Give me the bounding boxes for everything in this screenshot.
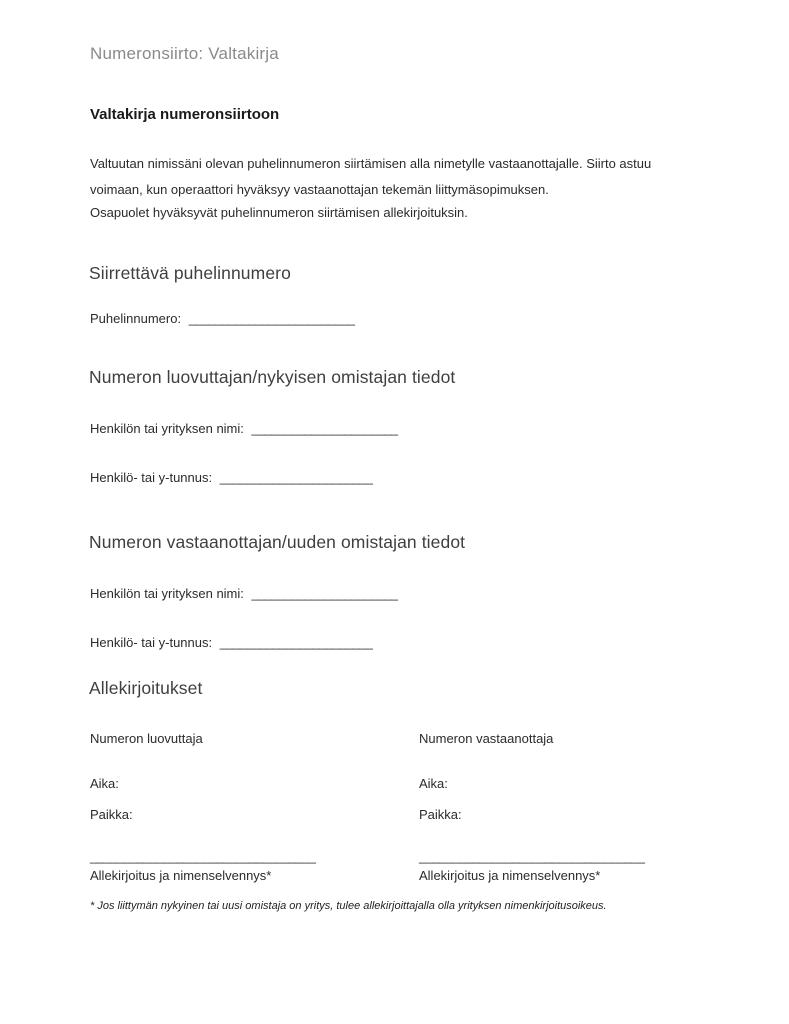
signature-time-label: Aika: <box>90 776 119 791</box>
section-heading-donor: Numeron luovuttajan/nykyisen omistajan tiedot <box>89 367 456 387</box>
donor-name-blank-line: ______________________ <box>251 421 398 436</box>
section-heading-signatures: Allekirjoitukset <box>89 678 203 698</box>
signature-party-label: Numeron vastaanottaja <box>419 731 554 746</box>
donor-id-label: Henkilö- tai y-tunnus: <box>90 470 213 485</box>
signature-caption: Allekirjoitus ja nimenselvennys* <box>90 868 272 883</box>
recipient-name-label: Henkilön tai yrityksen nimi: <box>90 586 244 601</box>
signature-place-label: Paikka: <box>419 807 462 822</box>
signature-blank-line: __________________________________ <box>90 849 316 864</box>
section-heading-recipient: Numeron vastaanottajan/uuden omistajan tiedot <box>89 532 466 552</box>
recipient-name-blank-line: ______________________ <box>251 586 398 601</box>
company-signing-footnote: * Jos liittymän nykyinen tai uusi omistaja on yritys, tulee allekirjoittajalla olla yrityksen nimenkirjoitusoikeus. <box>90 900 607 912</box>
document-title: Valtakirja numeronsiirtoon <box>90 106 280 123</box>
signature-column-donor <box>90 731 400 884</box>
donor-name-field <box>90 421 397 436</box>
recipient-id-field <box>90 635 372 650</box>
consent-paragraph: Osapuolet hyväksyvät puhelinnumeron siirtämisen allekirjoituksin. <box>90 205 468 220</box>
phone-number-blank-line: _________________________ <box>188 311 355 326</box>
section-heading-transferred-number: Siirrettävä puhelinnumero <box>89 263 291 283</box>
signature-blank-line: __________________________________ <box>419 849 645 864</box>
signature-caption: Allekirjoitus ja nimenselvennys* <box>419 868 601 883</box>
document-header: Numeronsiirto: Valtakirja <box>90 44 279 63</box>
recipient-id-label: Henkilö- tai y-tunnus: <box>90 635 213 650</box>
donor-id-field <box>90 470 372 485</box>
recipient-id-blank-line: _______________________ <box>219 635 373 650</box>
phone-number-field <box>90 311 354 326</box>
phone-number-label: Puhelinnumero: <box>90 311 182 326</box>
intro-paragraph: Valtuutan nimissäni olevan puhelinnumeron siirtämisen alla nimetylle vastaanottajalle. Siirto astuu voimaan, kun operaattori hyväksyy vastaanottajan tekemän liittymäsopimuksen. <box>90 156 652 197</box>
signature-column-recipient <box>419 731 729 884</box>
signature-place-label: Paikka: <box>90 807 133 822</box>
signature-party-label: Numeron luovuttaja <box>90 731 203 746</box>
signature-time-label: Aika: <box>419 776 448 791</box>
donor-id-blank-line: _______________________ <box>219 470 373 485</box>
donor-name-label: Henkilön tai yrityksen nimi: <box>90 421 244 436</box>
recipient-name-field <box>90 586 397 601</box>
